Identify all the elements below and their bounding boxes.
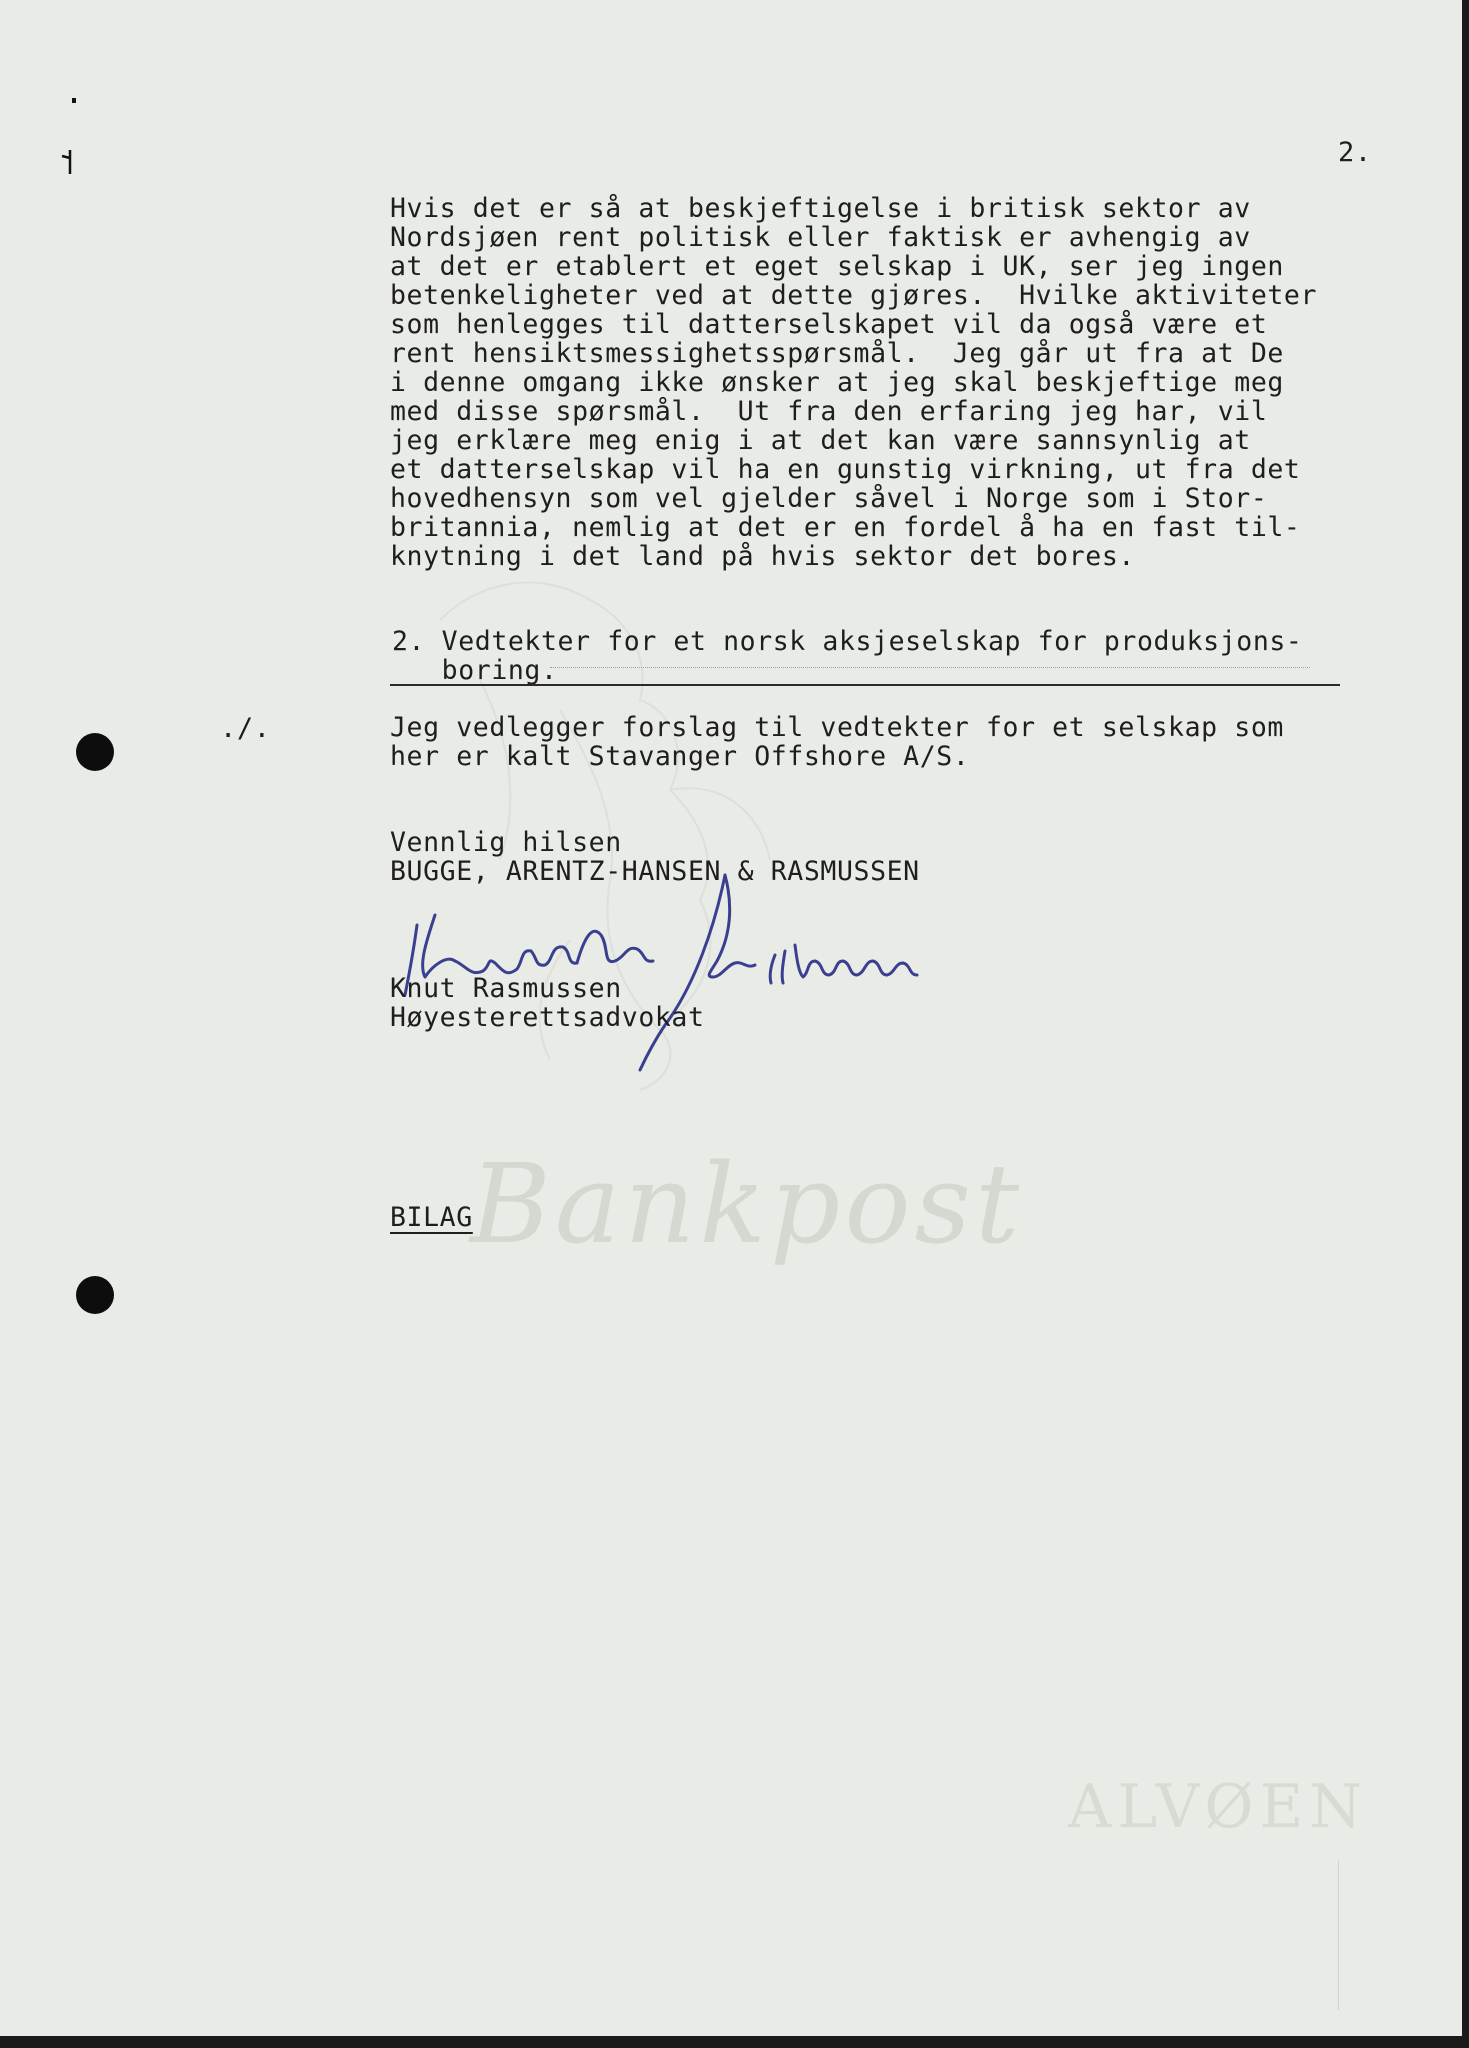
punch-hole [76,733,114,771]
closing-salutation: Vennlig hilsen [390,827,622,858]
dotted-guide-line [550,667,1310,668]
heading-line: boring. [392,655,558,686]
body-line: Nordsjøen rent politisk eller faktisk er avhengig av [390,222,1251,253]
body-line: betenkeligheter ved at dette gjøres. Hvilke aktiviteter [390,280,1318,311]
body-line: som henlegges til datterselskapet vil da også være et [390,309,1268,340]
section-heading [392,627,1303,685]
body-line: hovedhensyn som vel gjelder såvel i Norge som i Stor- [390,483,1268,514]
body-line: Hvis det er så at beskjeftigelse i britisk sektor av [390,193,1251,224]
heading-line: 2. Vedtekter for et norsk aksjeselskap for produksjons- [392,626,1303,657]
body-line: britannia, nemlig at det er en fordel å ha en fast til- [390,512,1301,543]
punch-hole [76,1276,114,1314]
attachment-label: BILAG [390,1202,473,1233]
bankpost-stamp: Bankpost [470,1140,1024,1268]
page-number: 2. [1338,137,1372,168]
heading-underline [390,684,1340,686]
firm-name: BUGGE, ARENTZ-HANSEN & RASMUSSEN [390,856,920,887]
body-paragraph [390,194,1390,571]
scan-edge-line [1338,1860,1339,2010]
body-line: at det er etablert et eget selskap i UK, ser jeg ingen [390,251,1284,282]
signer-title: Høyesterettsadvokat [390,1002,705,1033]
enclosure-paragraph [390,713,1284,771]
enclosure-line: her er kalt Stavanger Offshore A/S. [390,741,970,772]
body-line: knytning i det land på hvis sektor det bores. [390,541,1135,572]
alvoen-stamp: ALVØEN [1068,1772,1368,1842]
signer-block [390,974,705,1032]
margin-reference: ./. [220,713,271,744]
body-line: et datterselskap vil ha en gunstig virkning, ut fra det [390,454,1301,485]
enclosure-line: Jeg vedlegger forslag til vedtekter for et selskap som [390,712,1284,743]
body-line: rent hensiktsmessighetsspørsmål. Jeg går ut fra at De [390,338,1284,369]
body-line: jeg erklære meg enig i at det kan være sannsynlig at [390,425,1251,456]
body-line: i denne omgang ikke ønsker at jeg skal beskjeftige meg [390,367,1284,398]
scan-specks [40,90,80,180]
body-line: med disse spørsmål. Ut fra den erfaring jeg har, vil [390,396,1268,427]
signer-name: Knut Rasmussen [390,973,622,1004]
